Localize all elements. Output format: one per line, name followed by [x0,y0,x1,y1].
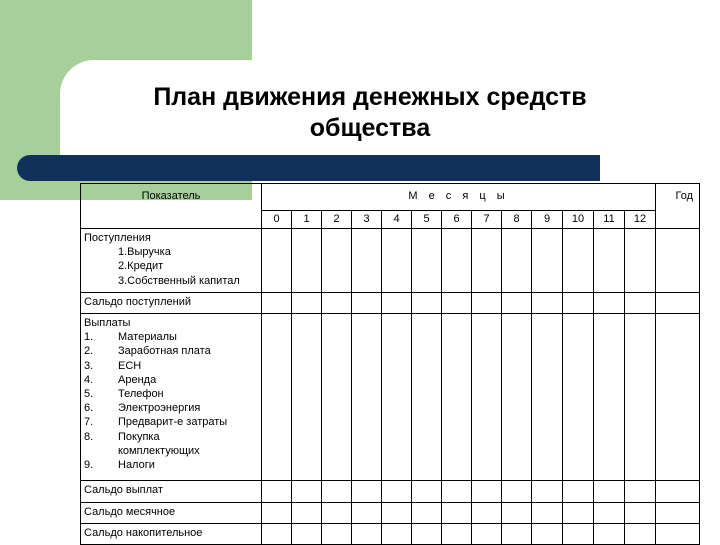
month-number-cell: 11 [594,211,625,229]
month-value-cell [292,314,322,481]
payment-item [84,458,261,472]
month-value-cell [532,503,563,524]
month-value-cell [532,229,563,293]
payment-item-label: Аренда [118,373,157,386]
page-title-line2: общества [309,114,431,142]
month-number-cell: 6 [442,211,472,229]
payments-cell [81,314,262,481]
month-value-cell [382,314,412,481]
table-row-monthly-balance [81,503,700,524]
month-value-cell [472,503,502,524]
receipts-balance-label: Сальдо поступлений [81,293,262,314]
month-number-cell: 10 [563,211,594,229]
payment-item-number: 5. [84,388,94,401]
month-value-cell [472,293,502,314]
month-value-cell [352,314,382,481]
month-value-cell [563,503,594,524]
month-value-cell [502,293,532,314]
header-row [81,184,700,211]
month-value-cell [502,503,532,524]
month-number-cell: 2 [322,211,352,229]
payment-item-number: 8. [84,430,94,443]
month-value-cell [292,229,322,293]
month-value-cell [382,293,412,314]
month-value-cell [292,481,322,503]
month-value-cell [502,524,532,545]
month-value-cell [262,229,292,293]
month-number-cell: 0 [262,211,292,229]
payment-item [84,415,261,429]
payment-item-label: Заработная плата [118,345,211,358]
month-value-cell [625,524,656,545]
month-number-cell: 12 [625,211,656,229]
year-value-cell [656,314,700,481]
month-value-cell [352,229,382,293]
month-value-cell [412,524,442,545]
month-value-cell [382,524,412,545]
month-value-cell [412,293,442,314]
month-value-cell [322,503,352,524]
month-value-cell [563,293,594,314]
month-value-cell [412,314,442,481]
payment-item [84,430,261,444]
table-row-payments-balance [81,481,700,503]
month-value-cell [292,293,322,314]
month-value-cell [262,524,292,545]
receipts-title: Поступления [84,232,151,244]
payment-item-number: 3. [84,359,94,372]
month-value-cell [594,481,625,503]
month-number-cell: 9 [532,211,563,229]
month-value-cell [322,314,352,481]
year-header: Год [656,184,700,229]
payment-item-label: Налоги [118,459,155,472]
month-value-cell [625,481,656,503]
month-value-cell [594,229,625,293]
receipts-cell [81,229,262,293]
month-value-cell [532,524,563,545]
month-value-cell [625,314,656,481]
month-value-cell [532,314,563,481]
month-value-cell [594,503,625,524]
month-value-cell [322,524,352,545]
month-value-cell [502,481,532,503]
table-row-payments [81,314,700,481]
payment-item-label: Электроэнергия [118,402,201,415]
month-value-cell [382,503,412,524]
payment-item-label: ЕСН [118,359,142,372]
month-value-cell [594,314,625,481]
month-number-cell: 8 [502,211,532,229]
month-value-cell [563,481,594,503]
month-value-cell [352,524,382,545]
payment-item-label: Телефон [118,388,164,401]
year-value-cell [656,524,700,545]
table-row-receipts-balance [81,293,700,314]
month-value-cell [532,293,563,314]
months-header [262,184,656,211]
month-number-cell: 3 [352,211,382,229]
month-value-cell [412,503,442,524]
month-value-cell [442,524,472,545]
month-value-cell [352,293,382,314]
month-value-cell [532,481,563,503]
year-value-cell [656,229,700,293]
payment-item-number [84,444,118,458]
month-number-cell: 7 [472,211,502,229]
payment-item-label: Предварит-е затраты [118,416,228,429]
page-title [60,82,680,144]
payment-item-number: 9. [84,459,94,472]
month-value-cell [442,314,472,481]
month-value-cell [472,524,502,545]
payment-item-number: 2. [84,345,94,358]
receipts-item: 2.Кредит [118,260,164,273]
indicator-header: Показатель [81,184,262,229]
month-value-cell [563,524,594,545]
month-value-cell [625,293,656,314]
month-value-cell [322,293,352,314]
payment-item [84,359,261,373]
table-row-receipts [81,229,700,293]
payment-item [84,373,261,387]
payment-item-number: 7. [84,416,94,429]
month-value-cell [382,481,412,503]
month-value-cell [352,503,382,524]
month-value-cell [594,524,625,545]
month-value-cell [442,503,472,524]
month-value-cell [625,503,656,524]
month-number-cell: 4 [382,211,412,229]
month-value-cell [594,293,625,314]
payment-item [84,330,261,344]
month-value-cell [442,481,472,503]
month-value-cell [472,229,502,293]
month-value-cell [412,481,442,503]
month-value-cell [262,481,292,503]
payment-item-label: Покупка [118,430,160,443]
year-value-cell [656,503,700,524]
receipts-item: 1.Выручка [118,246,171,259]
payment-item [84,401,261,415]
month-value-cell [412,229,442,293]
month-value-cell [625,229,656,293]
cumulative-balance-label: Сальдо накопительное [81,524,262,545]
payments-title: Выплаты [84,317,131,329]
month-value-cell [502,314,532,481]
payment-item-number: 4. [84,373,94,386]
page-title-line1: План движения денежных средств [153,83,587,111]
payment-item [84,444,261,458]
month-value-cell [563,229,594,293]
month-value-cell [262,503,292,524]
month-value-cell [442,229,472,293]
month-value-cell [442,293,472,314]
navy-divider-bar [17,155,600,181]
year-value-cell [656,293,700,314]
month-value-cell [382,229,412,293]
month-value-cell [502,229,532,293]
payment-item [84,344,261,358]
cash-flow-table [80,183,700,545]
table-row-cumulative-balance [81,524,700,545]
payment-item-label: комплектующих [118,444,200,457]
month-value-cell [262,293,292,314]
payments-balance-label: Сальдо выплат [81,481,262,503]
month-value-cell [563,314,594,481]
month-value-cell [292,524,322,545]
payment-item-label: Материалы [118,331,177,344]
payment-item-number: 6. [84,402,94,415]
month-value-cell [322,481,352,503]
receipts-item: 3.Собственный капитал [118,274,240,287]
month-number-cell: 5 [412,211,442,229]
month-value-cell [352,481,382,503]
monthly-balance-label: Сальдо месячное [81,503,262,524]
month-value-cell [262,314,292,481]
month-value-cell [292,503,322,524]
month-value-cell [472,314,502,481]
month-value-cell [322,229,352,293]
payment-item-number: 1. [84,331,94,344]
month-number-cell: 1 [292,211,322,229]
months-header-label: М е с я ц ы [408,190,509,202]
payment-item [84,387,261,401]
month-value-cell [472,481,502,503]
year-value-cell [656,481,700,503]
